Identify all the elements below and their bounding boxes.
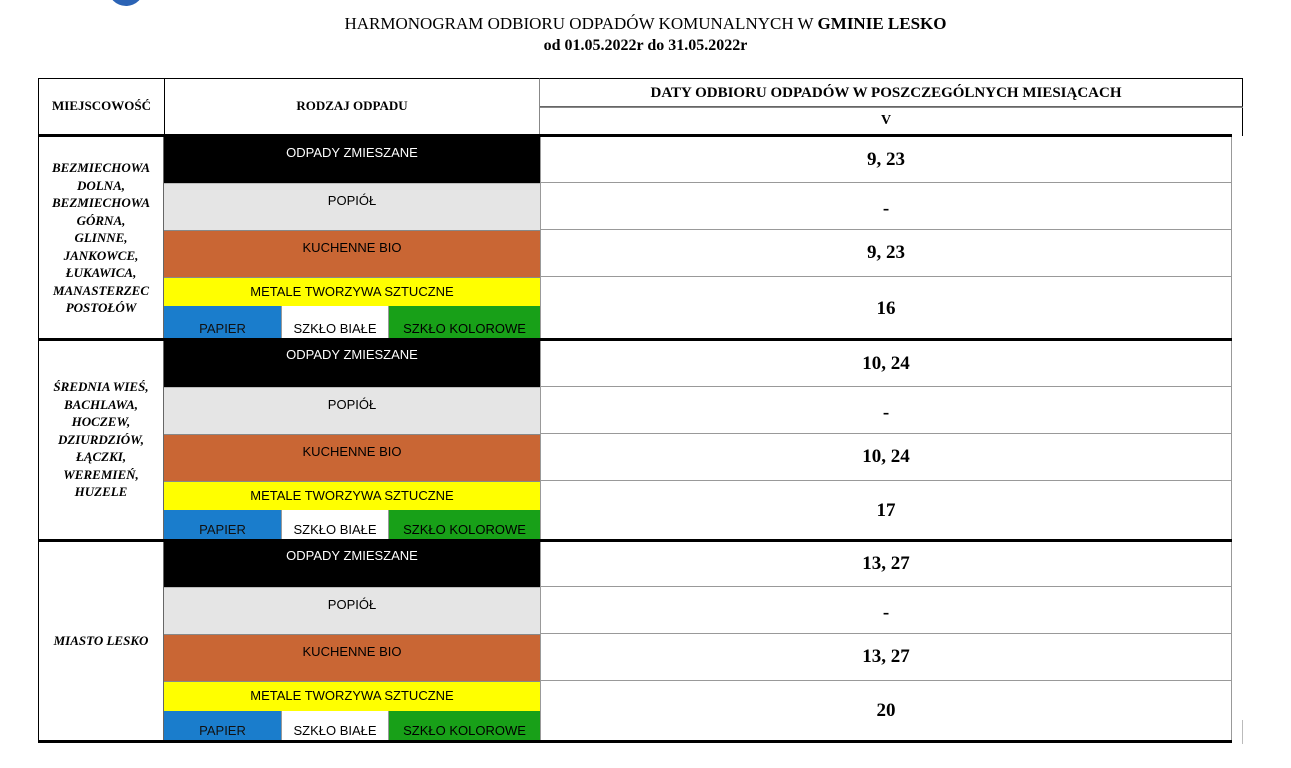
dates-bio: 9, 23 [540, 230, 1232, 277]
waste-mixed: ODPADY ZMIESZANE [164, 341, 540, 387]
waste-white-glass: SZKŁO BIAŁE [281, 510, 389, 539]
header-month: V [880, 113, 892, 128]
waste-white-glass: SZKŁO BIAŁE [281, 711, 389, 740]
location-group-3: MIASTO LESKO [38, 542, 164, 741]
waste-ash: POPIÓŁ [164, 587, 540, 634]
header-dates: DATY ODBIORU ODPADÓW W POSZCZEGÓLNYCH MIESIĄCACH [650, 84, 1122, 101]
logo-icon [108, 0, 144, 6]
date-range: od 01.05.2022r do 31.05.2022r [543, 37, 748, 54]
logo-text [150, 0, 280, 4]
waste-colored-glass: SZKŁO KOLOROWE [389, 711, 540, 740]
dates-recycling: 20 [540, 681, 1232, 741]
waste-bio: KUCHENNE BIO [164, 230, 540, 277]
right-edge [1242, 720, 1243, 744]
page-title: HARMONOGRAM ODBIORU ODPADÓW KOMUNALNYCH W GMINIE LESKO [344, 14, 947, 33]
location-group-1: BEZMIECHOWA DOLNA, BEZMIECHOWA GÓRNA, GLINNE, JANKOWCE, ŁUKAWICA, MANASTERZEC POSTOŁÓW [38, 137, 164, 340]
waste-ash: POPIÓŁ [164, 183, 540, 230]
dates-recycling: 16 [540, 277, 1232, 340]
dates-recycling: 17 [540, 481, 1232, 541]
dates-ash: - [540, 587, 1232, 634]
header-location: MIEJSCOWOŚĆ [52, 98, 151, 113]
table-bottom-line [38, 740, 1232, 743]
waste-metal-plastic: METALE TWORZYWA SZTUCZNE [164, 277, 540, 306]
waste-metal-plastic: METALE TWORZYWA SZTUCZNE [164, 681, 540, 711]
dates-mixed: 10, 24 [540, 341, 1232, 387]
dates-mixed: 9, 23 [540, 137, 1232, 183]
dates-bio: 10, 24 [540, 434, 1232, 481]
waste-colored-glass: SZKŁO KOLOROWE [389, 510, 540, 539]
waste-metal-plastic: METALE TWORZYWA SZTUCZNE [164, 481, 540, 510]
header-month-edge [1232, 107, 1243, 136]
waste-bio: KUCHENNE BIO [164, 434, 540, 481]
dates-bio: 13, 27 [540, 634, 1232, 681]
waste-paper: PAPIER [164, 510, 281, 539]
dates-ash: - [540, 387, 1232, 434]
header-sub-line [540, 107, 1243, 108]
dates-ash: - [540, 183, 1232, 230]
waste-mixed: ODPADY ZMIESZANE [164, 542, 540, 587]
waste-white-glass: SZKŁO BIAŁE [281, 306, 389, 338]
header-type: RODZAJ ODPADU [296, 98, 408, 113]
waste-bio: KUCHENNE BIO [164, 634, 540, 681]
location-group-2: ŚREDNIA WIEŚ, BACHLAWA, HOCZEW, DZIURDZIÓW, ŁĄCZKI, WEREMIEŃ, HUZELE [38, 341, 164, 541]
waste-mixed: ODPADY ZMIESZANE [164, 137, 540, 183]
waste-paper: PAPIER [164, 306, 281, 338]
waste-colored-glass: SZKŁO KOLOROWE [389, 306, 540, 338]
waste-paper: PAPIER [164, 711, 281, 740]
waste-ash: POPIÓŁ [164, 387, 540, 434]
dates-mixed: 13, 27 [540, 542, 1232, 587]
